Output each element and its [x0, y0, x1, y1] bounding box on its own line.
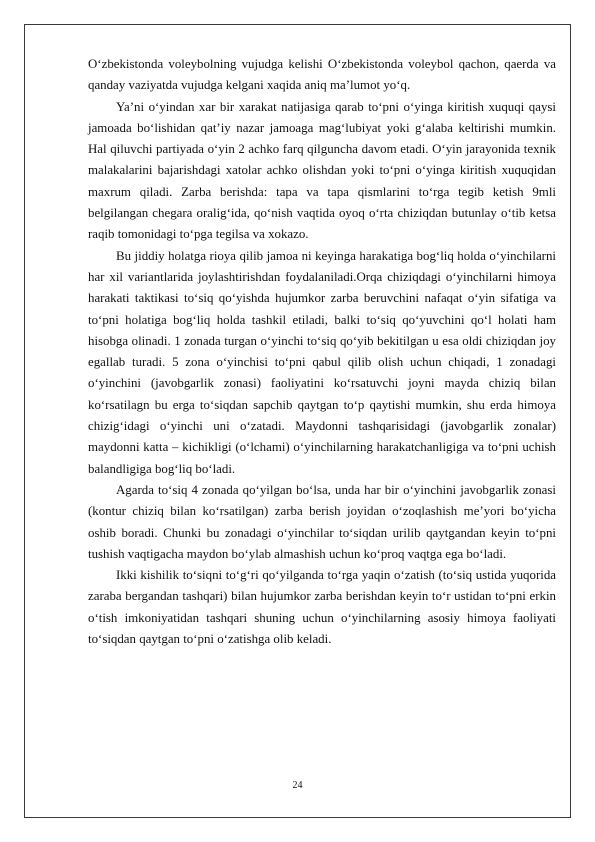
- paragraph-4: Agarda to‘siq 4 zonada qo‘yilgan bo‘lsa, unda har bir o‘yinchini javobgarlik zonasi (kontur chiziq bilan ko‘rsatilgan) zarba berish joyidan o‘zoqlashish me’yori bo‘yicha oshib boradi. Chunki bu zonadagi o‘yinchilar to‘siqdan urilib qaytgandan keyin to‘pni tushish vaqtigacha maydon bo‘ylab almashish uchun ko‘proq vaqtga ega bo‘ladi.: [88, 482, 556, 561]
- paragraph-3: Bu jiddiy holatga rioya qilib jamoa ni keyinga harakatiga bog‘liq holda o‘yinchilarni har xil variantlarida joylashtirishdan foydalaniladi.Orqa chiziqdagi o‘yinchilarni himoya harakati taktikasi to‘siq qo‘yishda hujumkor zarba beruvchini nafaqat o‘yin sifatiga va to‘pni holatiga bog‘liq holda tashkil etiladi, balki to‘siq qo‘yuvchini qo‘l holati ham hisobga olinadi. 1 zonada turgan o‘yinchi to‘siq qo‘yib bekitilgan u esa oldi chiziqdan joy egallab turadi. 5 zona o‘yinchisi to‘pni qabul qilib olish uchun chiqadi, 1 zonadagi o‘yinchini (javobgarlik zonasi) faoliyatini ko‘rsatuvchi joyni mayda chiziq bilan ko‘rsatilagn bu erga to‘siqdan sapchib qaytgan to‘p qaytishi mumkin, shu erda himoya chizig‘idagi o‘yinchi uni o‘zatadi. Maydonni tashqarisidagi (javobgarlik zonalar) maydonni katta – kichikligi (o‘lchami) o‘yinchilarning harakatchanligiga va to‘pni uchish balandligiga bog‘liq bo‘ladi.: [88, 248, 556, 476]
- page-number: 24: [292, 780, 303, 791]
- paragraph-intro: O‘zbekistonda voleybolning vujudga kelishi O‘zbekistonda voleybol qachon, qaerda va qanday vaziyatda vujudga kelgani xaqida aniq ma’lumot yo‘q.: [88, 57, 556, 93]
- document-body: [88, 54, 556, 650]
- paragraph-2: Ya’ni o‘yindan xar bir xarakat natijasiga qarab to‘pni o‘yinga kiritish xuquqi qaysi jamoada bo‘lishidan qat’iy nazar jamoaga mag‘lubiyat yoki g‘alaba keltirishi mumkin. Hal qiluvchi partiyada o‘yin 2 achko farq qilguncha davom etadi. O‘yin jarayonida texnik malakalarini bajarishdagi xatolar achko olishdan yoki to‘pni o‘yinga kiritish xuquqidan maxrum qiladi. Zarba berishda: tapa va tapa qismlarini to‘rga tegib ketish 9mli belgilangan chegara oralig‘ida, qo‘nish vaqtida oyoq o‘rta chiziqdan butunlay o‘tib ketsa raqib tomonidagi to‘pga tegilsa va xokazo.: [88, 99, 556, 242]
- paragraph-5: Ikki kishilik to‘siqni to‘g‘ri qo‘yilganda to‘rga yaqin o‘zatish (to‘siq ustida yuqorida zaraba bergandan tashqari) bilan hujumkor zarba berishdan keyin to‘r ustidan to‘pni erkin o‘tish imkoniyatidan tashqari shuning uchun o‘yinchilarning asosiy himoya faoliyati to‘siqdan qaytgan to‘pni o‘zatishga olib keladi.: [88, 568, 556, 647]
